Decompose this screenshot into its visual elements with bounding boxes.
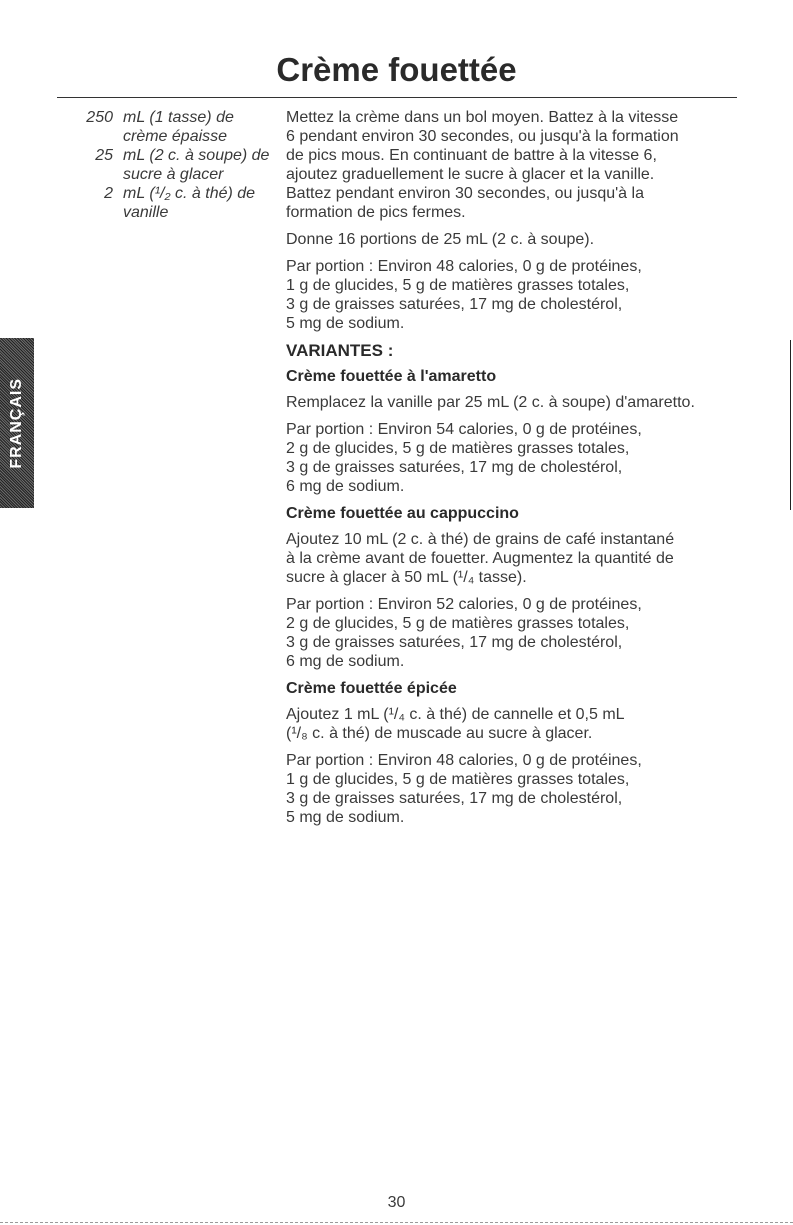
recipe-body xyxy=(286,108,746,835)
variant-text xyxy=(286,530,746,587)
instruction-line: Mettez la crème dans un bol moyen. Battez à la vitesse xyxy=(286,109,679,126)
instruction-line: ajoutez graduellement le sucre à glacer et la vanille. xyxy=(286,166,655,183)
instruction-line: formation de pics fermes. xyxy=(286,204,466,221)
nutrition-line: 3 g de graisses saturées, 17 mg de cholestérol, xyxy=(286,634,623,651)
ingredient-line: crème épaisse xyxy=(123,128,228,145)
nutrition-line: Par portion : Environ 54 calories, 0 g de protéines, xyxy=(286,421,642,438)
variant-title: Crème fouettée à l'amaretto xyxy=(286,368,497,385)
instruction-line: Battez pendant environ 30 secondes, ou jusqu'à la xyxy=(286,185,644,202)
nutrition-line: 5 mg de sodium. xyxy=(286,315,405,332)
edge-marker xyxy=(790,340,791,510)
language-tab xyxy=(0,338,34,508)
variant-line: sucre à glacer à 50 mL (¹/₄ tasse). xyxy=(286,569,527,586)
ingredient-qty: 2 xyxy=(104,185,113,202)
ingredient-qty: 250 xyxy=(86,109,113,126)
nutrition-line: 6 mg de sodium. xyxy=(286,653,405,670)
ingredient-qty: 25 xyxy=(95,147,113,164)
variant-title: Crème fouettée au cappuccino xyxy=(286,505,519,522)
variant-line: Remplacez la vanille par 25 mL (2 c. à soupe) d'amaretto. xyxy=(286,394,695,411)
variant-nutrition xyxy=(286,420,746,496)
bottom-divider xyxy=(0,1222,793,1223)
instruction-line: 6 pendant environ 30 secondes, ou jusqu'à la formation xyxy=(286,128,679,145)
ingredient-line: sucre à glacer xyxy=(123,166,224,183)
variant-line: à la crème avant de fouetter. Augmentez la quantité de xyxy=(286,550,674,567)
nutrition-line: 3 g de graisses saturées, 17 mg de cholestérol, xyxy=(286,790,623,807)
title-divider xyxy=(57,97,737,98)
ingredient-line: mL (¹/₂ c. à thé) de xyxy=(123,185,256,202)
instructions-paragraph xyxy=(286,108,746,222)
page-number: 30 xyxy=(387,1194,406,1211)
ingredient-line: vanille xyxy=(123,204,169,221)
language-tab-label: FRANÇAIS xyxy=(8,377,25,469)
variant-nutrition xyxy=(286,595,746,671)
nutrition-line: 3 g de graisses saturées, 17 mg de cholestérol, xyxy=(286,459,623,476)
nutrition-line: 2 g de glucides, 5 g de matières grasses totales, xyxy=(286,440,630,457)
nutrition-line: 5 mg de sodium. xyxy=(286,809,405,826)
nutrition-paragraph xyxy=(286,257,746,333)
variant-line: (¹/₈ c. à thé) de muscade au sucre à glacer. xyxy=(286,725,593,742)
variant-nutrition xyxy=(286,751,746,827)
variant-text xyxy=(286,393,746,412)
ingredient-line: mL (1 tasse) de xyxy=(123,109,234,126)
ingredient-item xyxy=(57,184,272,222)
nutrition-line: Par portion : Environ 48 calories, 0 g de protéines, xyxy=(286,258,642,275)
ingredient-line: mL (2 c. à soupe) de xyxy=(123,147,270,164)
nutrition-line: 1 g de glucides, 5 g de matières grasses totales, xyxy=(286,771,630,788)
page-title: Crème fouettée xyxy=(276,51,517,88)
variant-line: Ajoutez 10 mL (2 c. à thé) de grains de café instantané xyxy=(286,531,675,548)
nutrition-line: 6 mg de sodium. xyxy=(286,478,405,495)
ingredients-list xyxy=(57,108,272,222)
instruction-line: de pics mous. En continuant de battre à la vitesse 6, xyxy=(286,147,657,164)
nutrition-line: Par portion : Environ 48 calories, 0 g de protéines, xyxy=(286,752,642,769)
nutrition-line: 3 g de graisses saturées, 17 mg de cholestérol, xyxy=(286,296,623,313)
nutrition-line: Par portion : Environ 52 calories, 0 g de protéines, xyxy=(286,596,642,613)
nutrition-line: 2 g de glucides, 5 g de matières grasses totales, xyxy=(286,615,630,632)
nutrition-line: 1 g de glucides, 5 g de matières grasses totales, xyxy=(286,277,630,294)
yield-text: Donne 16 portions de 25 mL (2 c. à soupe). xyxy=(286,231,595,248)
variant-title: Crème fouettée épicée xyxy=(286,680,457,697)
variants-heading: VARIANTES : xyxy=(286,341,394,360)
variant-text xyxy=(286,705,746,743)
ingredient-item xyxy=(57,108,272,146)
variant-line: Ajoutez 1 mL (¹/₄ c. à thé) de cannelle et 0,5 mL xyxy=(286,706,625,723)
ingredient-item xyxy=(57,146,272,184)
